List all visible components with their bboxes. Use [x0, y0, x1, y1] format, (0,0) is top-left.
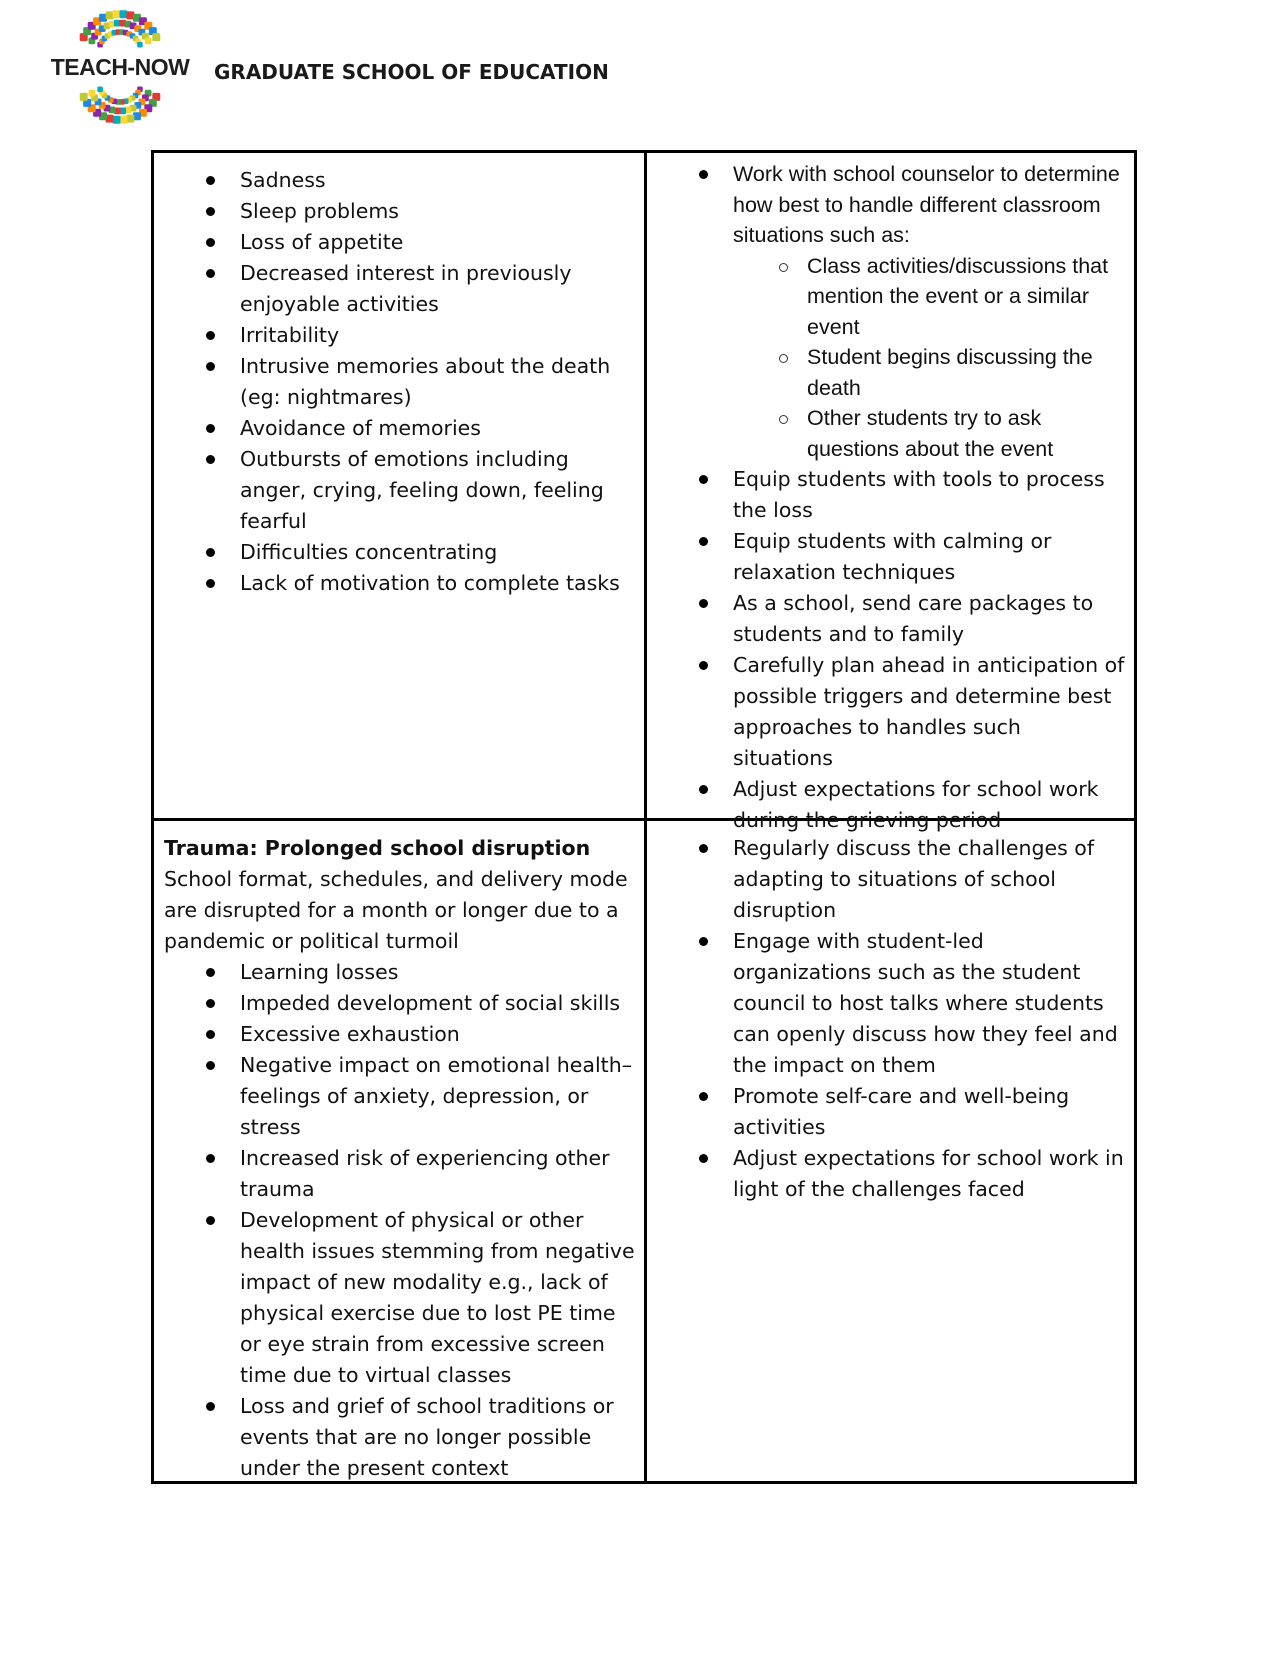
effect-list	[164, 957, 636, 1484]
list-item: Sadness	[164, 165, 636, 196]
list-item: Work with school counselor to determine how best to handle different classroom situations such as:	[657, 159, 1126, 251]
cell-grief-symptoms	[154, 153, 644, 818]
logo-tile	[106, 11, 114, 19]
list-item: Promote self-care and well-being activities	[657, 1081, 1126, 1143]
list-item: Development of physical or other health issues stemming from negative impact of new modality e.g., lack of physical exercise due to lost PE time or eye strain from excessive screen time due to virtual classes	[164, 1205, 636, 1391]
logo-tile	[113, 10, 121, 18]
list-item: Loss and grief of school traditions or events that are no longer possible under the present context	[164, 1391, 636, 1484]
list-item: Impeded development of social skills	[164, 988, 636, 1019]
list-item: Decreased interest in previously enjoyable activities	[164, 258, 636, 320]
list-item: Negative impact on emotional health–feelings of anxiety, depression, or stress	[164, 1050, 636, 1143]
list-item: Increased risk of experiencing other trauma	[164, 1143, 636, 1205]
content-table	[151, 150, 1137, 1484]
list-item: Outbursts of emotions including anger, crying, feeling down, feeling fearful	[164, 444, 636, 537]
list-item: Lack of motivation to complete tasks	[164, 568, 636, 599]
list-item: Excessive exhaustion	[164, 1019, 636, 1050]
logo-tile	[120, 10, 128, 18]
school-name: GRADUATE SCHOOL OF EDUCATION	[214, 60, 609, 84]
list-item: As a school, send care packages to students and to family	[657, 588, 1126, 650]
logo-tile	[80, 93, 88, 101]
list-item: Avoidance of memories	[164, 413, 636, 444]
list-item: Adjust expectations for school work in light of the challenges faced	[657, 1143, 1126, 1205]
trauma-title: Trauma: Prolonged school disruption	[164, 836, 591, 860]
list-item: Adjust expectations for school work during the grieving period	[657, 774, 1126, 836]
cell-disruption-strategies	[647, 821, 1134, 1481]
logo-tile	[89, 90, 96, 97]
list-item: Loss of appetite	[164, 227, 636, 258]
logo-tile	[113, 116, 121, 124]
logo-tile	[120, 116, 128, 124]
logo-tile	[137, 42, 143, 48]
page-header	[44, 8, 664, 128]
cell-grief-strategies	[647, 153, 1134, 832]
list-item: Engage with student-led organizations such as the student council to host talks where students can openly discuss how they feel and the impact on them	[657, 926, 1126, 1081]
cell-disruption-effects	[154, 821, 644, 1481]
logo-tile	[126, 115, 134, 123]
sub-list-item: Other students try to ask questions about the event	[657, 403, 1126, 464]
list-item: Sleep problems	[164, 196, 636, 227]
logo-tile	[97, 87, 103, 93]
list-item: Regularly discuss the challenges of adapting to situations of school disruption	[657, 833, 1126, 926]
sub-list-item: Student begins discussing the death	[657, 342, 1126, 403]
list-item: Irritability	[164, 320, 636, 351]
logo-tile	[152, 33, 160, 41]
strategy-list	[657, 833, 1126, 1205]
trauma-description: School format, schedules, and delivery mode are disrupted for a month or longer due to a pandemic or political turmoil	[164, 867, 628, 953]
list-item: Carefully plan ahead in anticipation of possible triggers and determine best approaches to handles such situations	[657, 650, 1126, 774]
sub-list-item: Class activities/discussions that mention the event or a similar event	[657, 251, 1126, 343]
teach-now-logo	[44, 8, 194, 128]
logo-tile	[145, 38, 152, 45]
strategy-list	[657, 159, 1126, 836]
list-item: Equip students with tools to process the loss	[657, 464, 1126, 526]
logo-text: TEACH-NOW	[50, 54, 190, 80]
list-item: Learning losses	[164, 957, 636, 988]
list-item: Difficulties concentrating	[164, 537, 636, 568]
list-item: Equip students with calming or relaxation techniques	[657, 526, 1126, 588]
symptom-list	[164, 165, 636, 599]
list-item: Intrusive memories about the death (eg: nightmares)	[164, 351, 636, 413]
